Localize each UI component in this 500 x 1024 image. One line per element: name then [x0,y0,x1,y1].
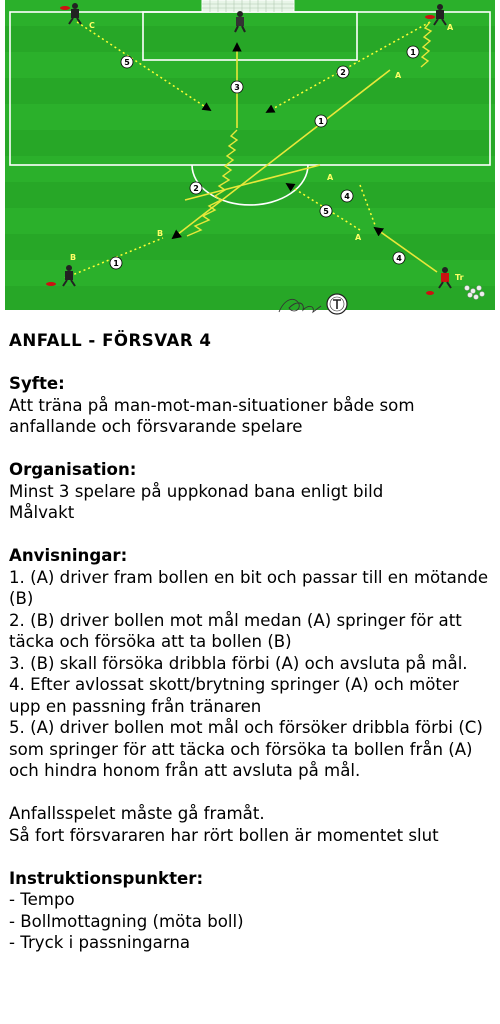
label-a-arc: A [327,173,334,182]
label-a-mid: A [395,71,402,80]
organisation-line-2: Målvakt [9,503,75,522]
anvisning-item: 1. (A) driver fram bollen en bit och passar till en mötande (B) [9,567,489,608]
anvisning-item: 2. (B) driver bollen mot mål medan (A) springer för att täcka och försöka att ta bollen (B) [9,610,462,651]
svg-text:1: 1 [318,117,324,126]
instruktion-item: - Bollmottagning (möta boll) [9,911,244,931]
step-3 [231,81,243,93]
anvisningar-heading: Anvisningar: [9,546,128,565]
ball-b [46,282,56,286]
drill-diagram [5,0,495,310]
svg-text:2: 2 [193,184,199,193]
label-b-mid: B [157,229,164,238]
label-c: C [89,21,95,30]
label-tr: Tr [455,273,464,282]
organisation-line-1: Minst 3 spelare på uppkonad bana enligt bild [9,481,384,501]
step-2-left [190,182,202,194]
label-b-bottom: B [70,253,77,262]
anvisning-item: 5. (A) driver bollen mot mål och försöker dribbla förbi (C) som springer för att täcka och försöka ta bollen från (A) och hindra honom från att avsluta på mål. [9,718,483,780]
step-1-center [315,115,327,127]
anvisning-item: 4. Efter avlossat skott/brytning springer (A) och möter upp en passning från tränaren [9,675,459,716]
syfte-heading: Syfte: [9,374,65,393]
svg-text:5: 5 [124,58,130,67]
label-a-top: A [447,23,454,32]
instruktion-item: - Tempo [9,890,75,909]
svg-text:1: 1 [113,259,119,268]
svg-text:1: 1 [410,48,416,57]
anvisning-item: 3. (B) skall försöka dribbla förbi (A) och avsluta på mål. [9,653,468,673]
svg-text:5: 5 [323,207,329,216]
page-title: ANFALL - FÖRSVAR 4 [9,331,212,350]
svg-text:3: 3 [234,83,240,92]
ball-c [60,6,70,10]
step-1-bottom [110,257,122,269]
svg-text:4: 4 [344,192,350,201]
syfte-text: Att träna på man-mot-man-situationer både som anfallande och försvarande spelare [9,395,415,436]
label-a-right: A [355,233,362,242]
pitch-svg [5,0,495,310]
signature-logo [275,290,355,320]
svg-text:4: 4 [396,254,402,263]
instruktion-heading: Instruktionspunkter: [9,868,204,888]
step-4-top [341,190,353,202]
svg-text:2: 2 [340,68,346,77]
ball-a [425,15,435,19]
note-line-2: Så fort försvararen har rört bollen är momentet slut [9,825,439,845]
step-4-bottom [393,252,405,264]
step-2-top [337,66,349,78]
step-1-top [407,46,419,58]
instruktion-item: - Tryck i passningarna [9,933,191,952]
ball-tr [426,291,434,295]
organisation-heading: Organisation: [9,460,137,479]
step-5-left [121,56,133,68]
goal [202,0,294,12]
note-line-1: Anfallsspelet måste gå framåt. [9,804,265,823]
step-5-right [320,205,332,217]
drill-description [9,330,494,954]
